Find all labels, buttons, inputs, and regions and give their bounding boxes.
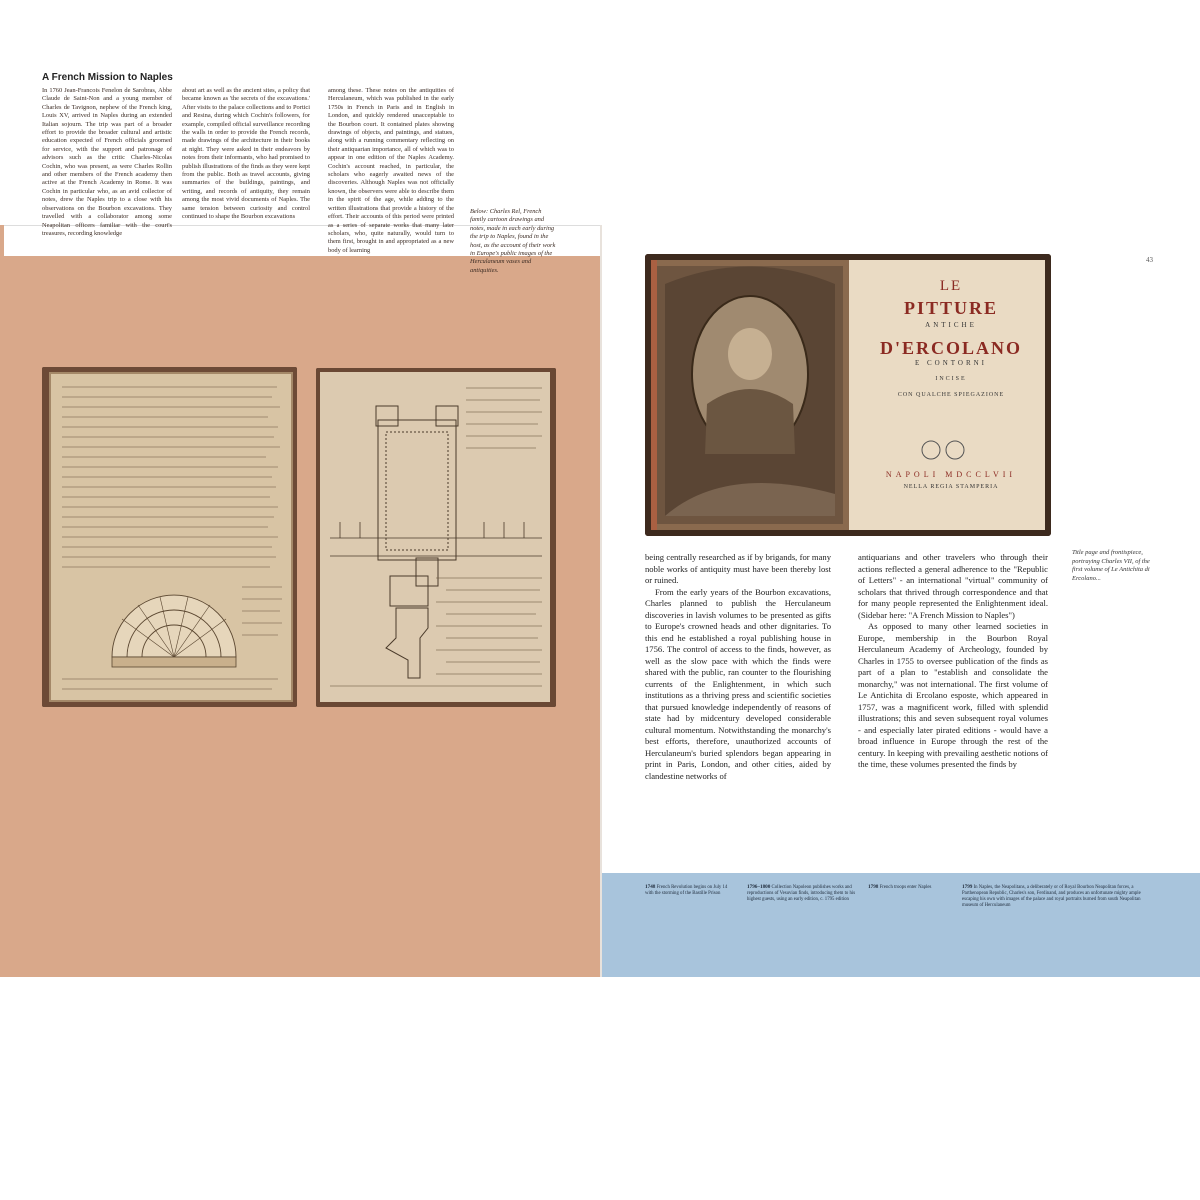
book-title-line-4: D'ERCOLANO (879, 338, 1022, 358)
timeline-text: French troops enter Naples (879, 885, 932, 890)
timeline-entry (747, 884, 857, 903)
book-title-line-9: NAPOLI MDCCLVII (885, 470, 1017, 479)
body-paragraph: As opposed to many other learned societies in Europe, membership in the Bourbon Royal Herculaneum Academy of Archeology, founded by Charles in 1755 to oversee publication of the finds as part of a plan to "establish and consolidate the monarchy," was not international. The first volume of Le Antichita di Ercolano esposte, which appeared in 1757, was a magnificent work, filled with splendid illustrations; this and seven subsequent royal volumes - and especially later pirated editions - would have a broad influence in Europe through the rest of the century. In keeping with prevailing aesthetic notions of the time, these volumes presented the finds by (858, 621, 1048, 769)
timeline-entry (868, 884, 952, 891)
book-title-line-10: NELLA REGIA STAMPERIA (903, 484, 999, 490)
manuscript-notebook-photo (42, 367, 297, 707)
timeline-text: In Naples, the Neapolitans, a deliberately or of Royal Bourbon Neapolitan forces, a Parthenopean Republic, Charles's son, Ferdinand, and produces an unfortunate mighty ample escaping his own with images of the palace and royal portraits burned from south Neapolitan museum of Herculaneum (962, 885, 1141, 908)
book-title-line-3: ANTICHE (925, 321, 977, 329)
timeline-year: 1796–1800 (747, 884, 771, 890)
book-title-line-1: LE (939, 278, 963, 294)
image-caption: Title page and frontispiece, portraying Charles VII, of the first volume of Le Antichita di Ercolano... (1072, 549, 1150, 582)
timeline-entry (645, 884, 737, 897)
sidebar-caption: Below: Charles Rel, French family cartoon drawings and notes, made in each early during the trip to Naples, found in the host, as the account of their work in Europe's public images of the Herculaneum vases and antiquities. (470, 208, 556, 274)
body-paragraph: being centrally researched as if by brigands, for many noble works of antiquity must have been thereby lost or ruined. (645, 552, 831, 585)
book-title-line-5: E CONTORNI (914, 359, 988, 367)
book-title-line-7: CON QUALCHE SPIEGAZIONE (897, 392, 1005, 398)
body-column-1 (645, 552, 831, 782)
book-title-line-6: INCISE (935, 376, 967, 382)
body-paragraph: antiquarians and other travelers who through their actions reflected a general adherence to the "Republic of Letters" - an international "virtual" community of scholars that thrived through correspondence and that for many people represented the Enlightenment ideal. (Sidebar here: "A French Mission to Naples") (858, 552, 1048, 620)
book-title-line-2: PITTURE (903, 298, 998, 318)
body-paragraph: From the early years of the Bourbon excavations, Charles planned to publish the Herculaneum discoveries in lavish volumes to be presented as gifts to Europe's crowned heads and other dignitaries. To this end he established a royal publishing house in 1756. The control of access to the finds, however, as well as the slow pace with which the finds were shared with the public, ran counter to the flourishing currents of the Enlightenment, in which such institutions as a thriving press and scientific societies that pursued knowledge independently of reasons of state had by midcentury developed considerable cultural momentum. Notwithstanding the monarchy's best efforts, therefore, unauthorized accounts of Herculaneum's buried splendors began appearing in print in Paris, London, and other cities, aided by clandestine networks of (645, 586, 831, 781)
sidebar-column-3: among these. These notes on the antiquities of Herculaneum, which was published in the early 1750s in French in Paris and in English in London, and quickly rendered unacceptable to the Bourbon court. It contained plates showing drawings of objects, and paintings, and statues, along with a running commentary reflecting on their antiquarian importance, all of which was to appear in one edition of the Naples Academy. Cochin's account reached, in particular, the scholars who eagerly awaited news of the discoveries. Although Naples was not officially known, the observers were able to describe them in the spirit of the age, while adding to the written illustrations that provide a history of the effort. Their accounts of this period were printed as a series of separate works that many later scholars, who, quite naturally, would turn to them first, brought in and appropriated as a new body of learning (328, 87, 454, 254)
timeline-text: French Revolution begins on July 14 with the storming of the Bastille Prison (645, 885, 728, 896)
timeline-entry (962, 884, 1154, 909)
page-number: 43 (1146, 256, 1153, 264)
timeline-year: 1748 (645, 884, 656, 890)
timeline-year: 1799 (962, 884, 973, 890)
body-column-2 (858, 552, 1048, 771)
sidebar-column-1: In 1760 Jean-Francois Fenelon de Sarobras, Abbe Claude de Saint-Non and a young member of Charles de Tavignon, nephew of the French king, Louis XV, arrived in Naples during an extended Italian sojourn. The trip was part of a broader effort to provide the broader cultural and artistic education expected of French officials groomed for service, with the support and patronage of advisors such as the critic Charles-Nicolas Cochin, who was present, as were Charles Rollin and other members of the French academy then active at the French Academy in Rome. It was Cochin in particular who, as an avid collector of notes, drew the Naples trip to a close with his observations on the Bourbon excavations. They travelled with a collaborator among some Neapolitan officers familiar with the court's treasures, recording knowledge (42, 87, 172, 237)
sidebar-column-2: about art as well as the ancient sites, a policy that became known as 'the secrets of the excavations.' After visits to the palace collections and to Portici and Resina, during which Cochin's followers, for example, compiled official surveillance recording the walls in order to provide the French records, made drawings of the architecture in their books at night. They were asked in their endeavors by notes from their informants, who had promised to publish illustrations of the finds as they were kept from the public. Both as travel accounts, giving summaries of the buildings, paintings, and writing, and records of antiquity, they remain among the most vivid documents of Naples. The same tension between curiosity and control continued to shape the Bourbon excavations (182, 87, 310, 221)
timeline-text: Collection Napoleon publishes works and reproductions of Vesuvian finds, introducing them to his highest guests, using an early edition, c. 1795 edition (747, 885, 856, 902)
manuscript-floorplan-photo (316, 368, 556, 707)
timeline-year: 1798 (868, 884, 879, 890)
sidebar-heading: A French Mission to Naples (42, 72, 173, 83)
